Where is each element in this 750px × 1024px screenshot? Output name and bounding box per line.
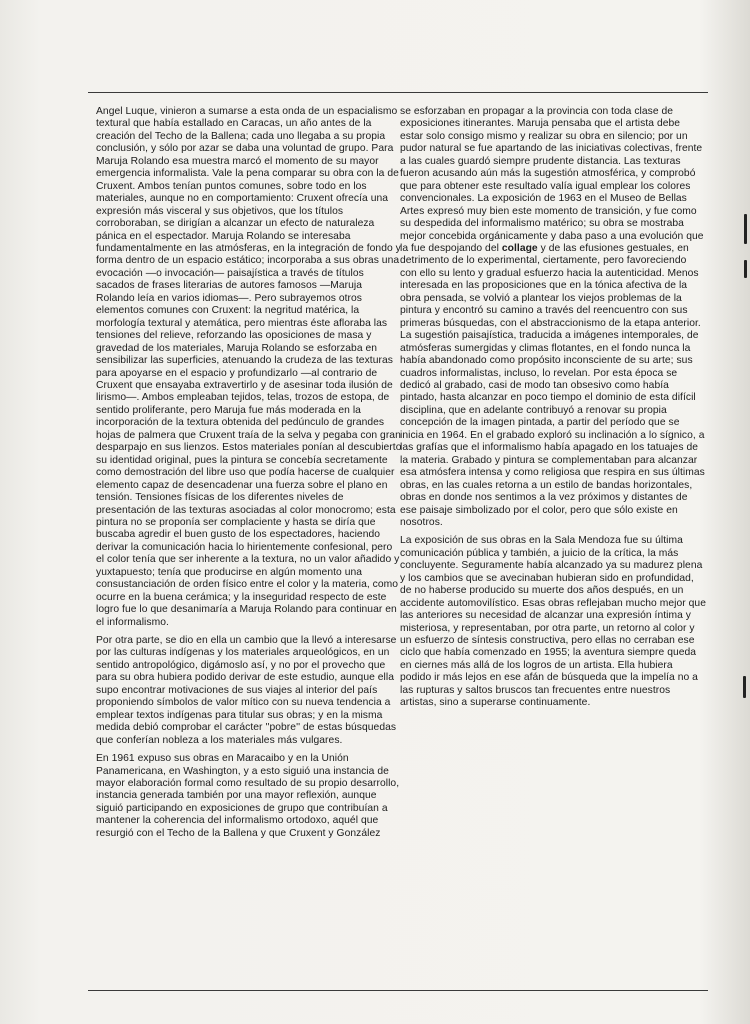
- collage-emphasis: collage: [501, 242, 538, 254]
- edge-mark-middle: [744, 260, 747, 278]
- left-text-column: [96, 106, 402, 846]
- left-paragraph-1: Angel Luque, vinieron a sumarse a esta onda de un espacialismo textural que había estallado en Caracas, un año antes de la creación del Techo de la Ballena; cada uno llegaba a su propia conclusión, y sólo por azar se daba una voluntad de grupo. Para Maruja Rolando esa muestra marcó el momento de su mayor emergencia informalista. Vale la pena comparar su obra con la de Cruxent. Ambos tenían puntos comunes, sobre todo en los materiales, aunque no en comportamiento: Cruxent ofrecía una expresión más visceral y sus objetivos, que los títulos corroboraban, se dirigían a alcanzar un efecto de naturaleza pánica en el espectador. Maruja Rolando se interesaba fundamentalmente en las atmósferas, en la integración de fondo y forma dentro de un espacio estático; incorporaba a sus obras una evocación —o invocación— paisajística a través de títulos sacados de frases literarias de autores famosos —Maruja Rolando leía en varios idiomas—. Pero subrayemos otros elementos comunes con Cruxent: la negritud matérica, la morfología textural y atemática, pero mientras éste afloraba las tensiones del relieve, reforzando las oposiciones de masa y gravedad de los materiales, Maruja Rolando se esforzaba en sensibilizar las superficies, atenuando la crudeza de las texturas para apoyarse en el espacio y profundizarlo —al contrario de Cruxent que ensayaba extravertirlo y de asesinar toda ilusión de lirismo—. Ambos empleaban tejidos, telas, trozos de estopa, de sentido proliferante, pero Maruja fue más moderada en la incorporación de la textura obtenida del pedúnculo de grandes hojas de palmera que Cruxent traía de la selva y pegaba con gran desparpajo en sus lienzos. Estos materiales ponían al descubierto su identidad original, pues la pintura se concebía secretamente como demostración del libre uso que podía hacerse de cualquier elemento capaz de desencadenar una fuerza sobre el plano en tensión. Tensiones físicas de los diferentes niveles de presentación de las texturas asociadas al color monocromo; esta pintura no se proponía ser complaciente y hasta se diría que buscaba agredir el buen gusto de los espectadores, haciendo derivar la comunicación hacia lo hirientemente confesional, pero el color tenía que ser inherente a la textura, no un valor añadido y yuxtapuesto; tenía que producirse en algún momento una consustanciación de orden físico entre el color y la materia, como ocurre en la buena cerámica; y la inseguridad respecto de este logro fue lo que desanimaría a Maruja Rolando para continuar en el informalismo.: [96, 106, 402, 628]
- left-paragraph-2: Por otra parte, se dio en ella un cambio que la llevó a interesarse por las culturas indígenas y los materiales arqueológicos, en un sentido antropológico, digámoslo así, y no por el provecho que para su obra hubiera podido derivar de este estudio, aunque ella supo encontrar motivaciones de sus viajes al interior del país proponiendo símbolos de valor mítico con su nueva tendencia a emplear textos indígenas para titular sus obras; y en la misma medida debió comprobar el carácter ''pobre'' de estas búsquedas que conferían nobleza a los materiales más vulgares.: [96, 635, 397, 746]
- right-paragraph-2: La exposición de sus obras en la Sala Mendoza fue su última comunicación pública y también, a juicio de la crítica, la más concluyente. Seguramente había alcanzado ya su madurez plena y los cambios que se avecinaban hubieran sido en profundidad, de no haberse producido su muerte dos años después, en un accidente automovilístico. Esas obras reflejaban mucho mejor que las anteriores su necesidad de alcanzar una expresión íntima y misteriosa, y representaban, por otra parte, un retorno al color y un esfuerzo de síntesis constructiva, pero ellas no cerraban ese ciclo que había comenzado en 1955; la aventura siempre queda en ciernes más allá de los logros de un artista. Ella hubiera podido ir más lejos en ese afán de búsqueda que la impelía no a las rupturas y saltos bruscos tan frecuentes entre nuestros artistas, sino a superarse continuamente.: [400, 535, 706, 709]
- left-paragraph-3: En 1961 expuso sus obras en Maracaibo y en la Unión Panamericana, en Washington, y a esto siguió una instancia de mayor elaboración formal como resultado de su propio desarrollo, instancia generada también por una mayor reflexión, aunque siguió participando en exposiciones de grupo que contribuían a mantener la coherencia del informalismo ortodoxo, aquél que resurgió con el Techo de la Ballena y que Cruxent y González: [96, 753, 400, 839]
- top-rule: [88, 92, 708, 93]
- bottom-rule: [88, 990, 708, 991]
- right-text-column: [400, 106, 706, 716]
- edge-mark-top: [744, 214, 747, 244]
- right-paragraph-1-end: y de las efusiones gestuales, en detrimento de lo experimental, ciertamente, pero favoreciendo con ello su lento y gradual esfuerzo hacia la autenticidad. Menos interesada en las proposiciones que en la tónica afectiva de la obra pensada, se volvió a plantear los viejos problemas de la pintura y encontró su camino a través del reencuentro con sus primeras búsquedas, con el abstraccionismo de la etapa anterior. La sugestión paisajística, traducida a imágenes intemporales, de atmósferas sumergidas y climas flotantes, en el fondo nunca la había abandonado como propósito inconsciente de su arte; sus cuadros informalistas, incluso, lo revelan. Por esta época se dedicó al grabado, casi de modo tan obsesivo como había pintado, hasta alcanzar en poco tiempo el dominio de esta difícil disciplina, que en adelante contribuyó a renovar su propia concepción de la imagen pintada, a partir del período que se inicia en 1964. En el grabado exploró su inclinación a lo sígnico, a las grafías que el informalismo había apagado en los tatuajes de la materia. Grabado y pintura se complementaban para alcanzar esa atmósfera intensa y como religiosa que respira en sus últimas obras, en las cuales retorna a un estilo de bandas horizontales, obras en donde nos sentimos a la vez próximos y distantes de ese paisaje simbolizado por el color, pero que sólo existe en nosotros.: [400, 242, 705, 528]
- edge-mark-bottom: [743, 676, 746, 698]
- right-paragraph-1-start: se esforzaban en propagar a la provincia con toda clase de exposiciones itinerantes. Maruja pensaba que el artista debe estar solo consigo mismo y realizar su obra en silencio; por un pudor natural se fue apartando de las iniciativas colectivas, frente a las cuales guardó siempre prudente distancia. Las texturas fueron acusando aún más la sugestión atmosférica, y comprobó que para obtener este resultado valía igual emplear los colores convencionales. La exposición de 1963 en el Museo de Bellas Artes expresó muy bien este momento de transición, y fue como su despedida del informalismo matérico; su obra se mostraba mejor concebida orgánicamente y daba paso a una evolución que la fue despojando del: [400, 106, 704, 254]
- right-paragraph-1: [400, 106, 706, 529]
